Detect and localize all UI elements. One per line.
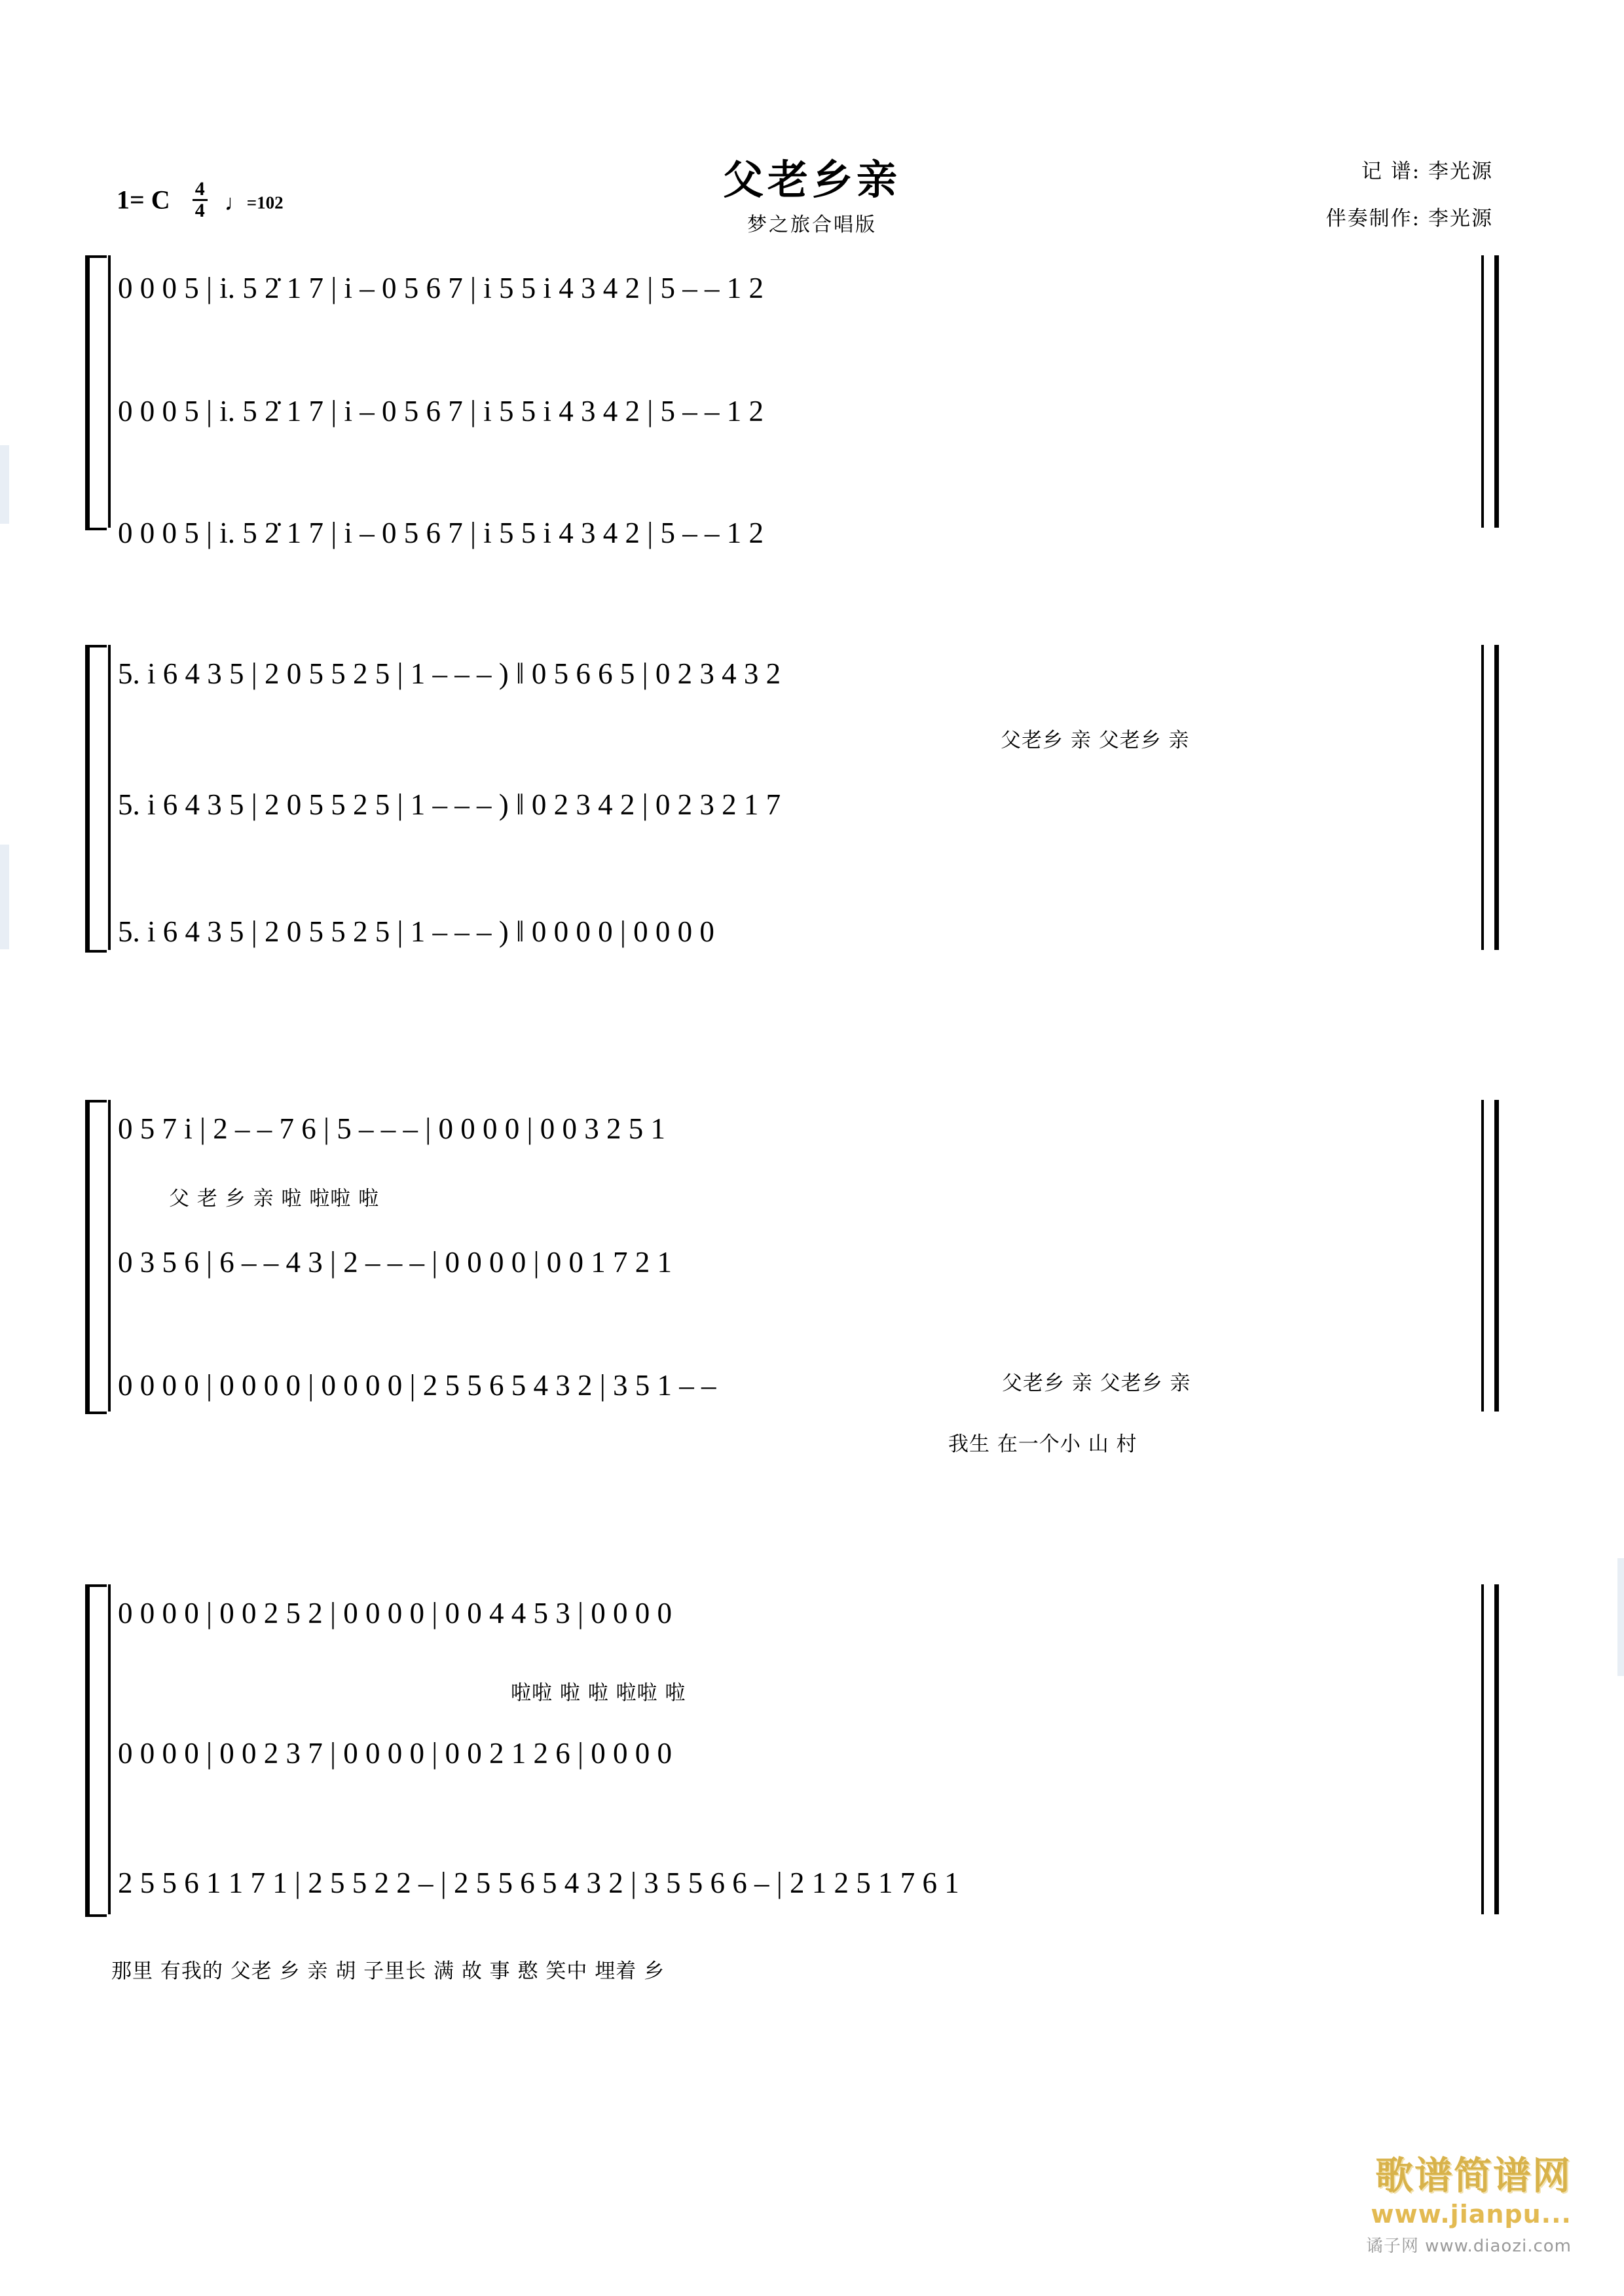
page-subtitle: 梦之旅合唱版 (747, 213, 877, 236)
watermark-site-url: www.jianpu... (1371, 2200, 1572, 2229)
lyric-row (169, 1182, 379, 1211)
note-line: 0 0 0 0 | 0 0 2 5 2 | 0 0 0 0 | 0 0 4 4 5 3 | 0 0 0 0 (118, 1597, 673, 1630)
note-line: 0 0 0 0 | 0 0 2 3 7 | 0 0 0 0 | 0 0 2 1 2 6 | 0 0 0 0 (118, 1737, 673, 1770)
tempo-marking: =102 (246, 192, 284, 213)
key-signature: 1= C (117, 185, 170, 215)
voice-row (118, 1596, 672, 1630)
note-line: 0 3 5 6 | 6 – – 4 3 | 2 – – – | 0 0 0 0 | 0 0 1 7 2 1 (118, 1246, 673, 1279)
lyric-line: 那里 有我的 父老 乡 亲 胡 子里长 满 故 事 憨 笑中 埋着 乡 (111, 1959, 665, 1983)
voice-row (118, 1736, 672, 1770)
page-title: 父老乡亲 (722, 156, 901, 204)
system-4 (0, 1584, 1624, 1899)
voice-row (118, 1866, 959, 1900)
voice-row (118, 657, 781, 691)
voice-row (118, 1245, 672, 1279)
watermark (1366, 2145, 1572, 2257)
voice-row (118, 1368, 716, 1402)
lyric-line: 我生 在一个小 山 村 (948, 1432, 1137, 1456)
system-3 (0, 1100, 1624, 1401)
system-endbar (1481, 645, 1499, 950)
voice-row (118, 1112, 665, 1146)
lyric-line: 父 老 乡 亲 啦 啦啦 啦 (169, 1187, 380, 1211)
system-brace (85, 255, 107, 530)
system-brace (85, 1584, 107, 1917)
voice-row (118, 915, 714, 949)
system-brace-inner (108, 1100, 111, 1412)
voice-row (118, 394, 764, 428)
note-line: 5. i 6 4 3 5 | 2 0 5 5 2 5 | 1 – – – ) ‖ 0 5 6 6 5 | 0 2 3 4 3 2 (118, 657, 781, 690)
system-brace-inner (108, 645, 111, 950)
note-line: 0 0 0 5 | i. 5 2̇ 1 7 | i – 0 5 6 7 | i 5 5 i 4 3 4 2 | 5 – – 1 2 (118, 272, 764, 304)
system-brace-inner (108, 255, 111, 528)
tempo-note-icon: ♩ (224, 191, 247, 215)
note-line: 5. i 6 4 3 5 | 2 0 5 5 2 5 | 1 – – – ) ‖ 0 2 3 4 2 | 0 2 3 2 1 7 (118, 788, 781, 821)
time-signature: $\frac{4}{4}$ (193, 179, 208, 221)
lyric-row (511, 1676, 686, 1705)
lyric-line: 啦啦 啦 啦 啦啦 啦 (511, 1681, 686, 1705)
system-endbar (1481, 1100, 1499, 1412)
note-line: 0 5 7 i | 2 – – 7 6 | 5 – – – | 0 0 0 0 | 0 0 3 2 5 1 (118, 1112, 666, 1145)
lyric-row (948, 1427, 1137, 1457)
lyric-line: 父老乡 亲 父老乡 亲 (1002, 1372, 1191, 1395)
system-brace (85, 1100, 107, 1414)
system-endbar (1481, 255, 1499, 528)
system-brace-inner (108, 1584, 111, 1914)
voice-row (118, 788, 781, 822)
voice-row (118, 516, 764, 550)
note-line: 0 0 0 0 | 0 0 0 0 | 0 0 0 0 | 2 5 5 6 5 4 3 2 | 3 5 1 – – (118, 1369, 716, 1402)
note-line: 5. i 6 4 3 5 | 2 0 5 5 2 5 | 1 – – – ) ‖ 0 0 0 0 | 0 0 0 0 (118, 915, 714, 948)
credit-transcriber: 记 谱: 李光源 (1361, 160, 1493, 183)
watermark-site-name: 歌谱简谱网 (1375, 2153, 1572, 2198)
system-endbar (1481, 1584, 1499, 1914)
credit-arranger: 伴奏制作: 李光源 (1325, 207, 1493, 230)
lyric-line: 父老乡 亲 父老乡 亲 (1001, 729, 1190, 752)
watermark-secondary: 谲子网 www.diaozi.com (1365, 2236, 1572, 2256)
voice-row (118, 271, 764, 305)
lyric-row (1001, 723, 1190, 753)
system-brace (85, 645, 107, 953)
key-tempo-line (117, 178, 284, 223)
note-line: 0 0 0 5 | i. 5 2̇ 1 7 | i – 0 5 6 7 | i 5 5 i 4 3 4 2 | 5 – – 1 2 (118, 395, 764, 428)
lyric-row (111, 1954, 665, 1984)
note-line: 2 5 5 6 1 1 7 1 | 2 5 5 2 2 – | 2 5 5 6 5 4 3 2 | 3 5 5 6 6 – | 2 1 2 5 1 7 6 1 (118, 1867, 959, 1899)
system-1 (0, 255, 1624, 549)
note-line: 0 0 0 5 | i. 5 2̇ 1 7 | i – 0 5 6 7 | i 5 5 i 4 3 4 2 | 5 – – 1 2 (118, 517, 764, 549)
